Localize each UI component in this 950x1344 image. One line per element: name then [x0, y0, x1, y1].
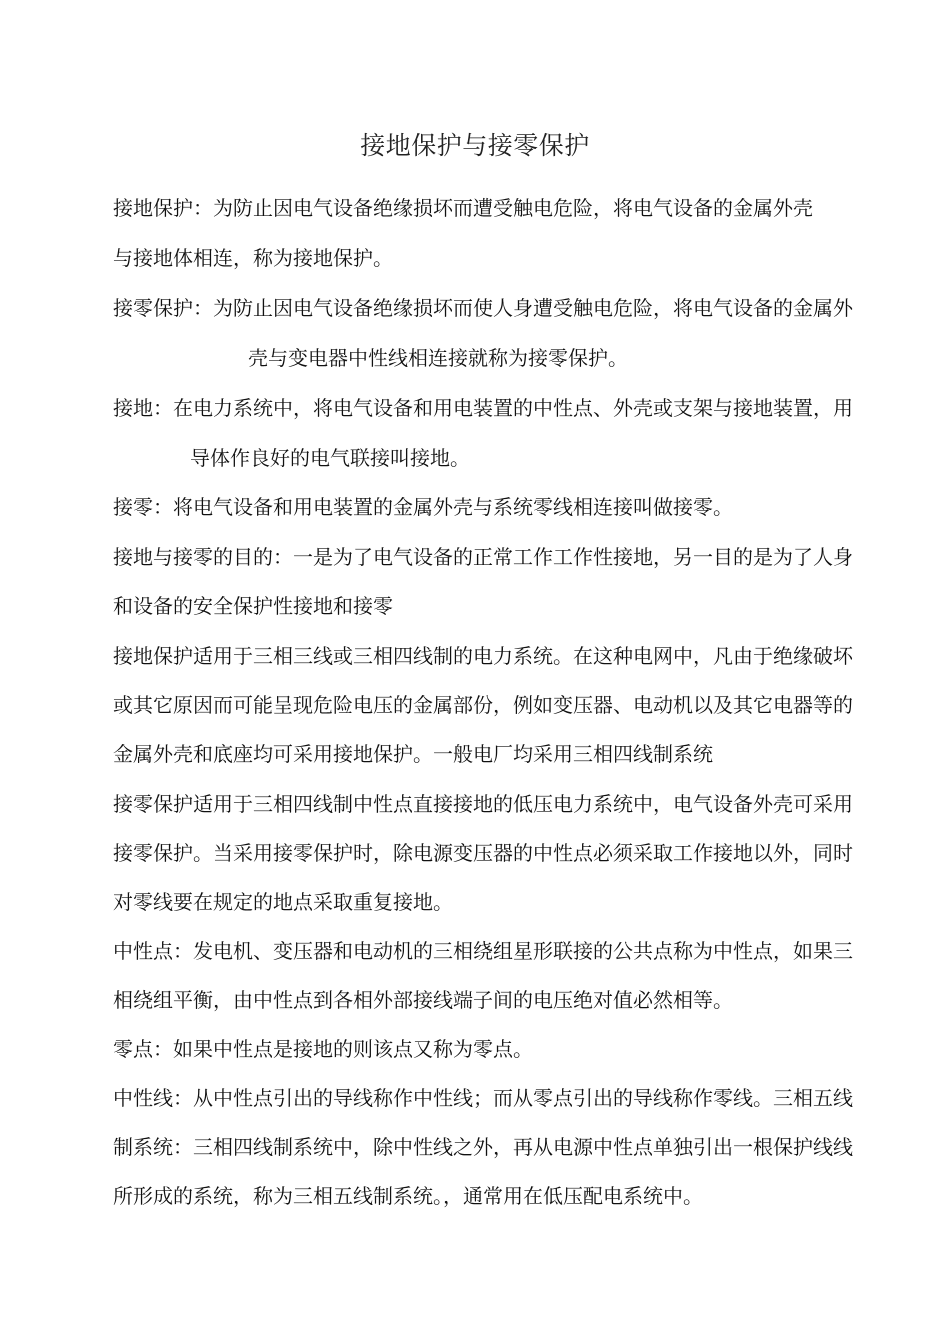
text-line-13: 接零保护适用于三相四线制中性点直接接地的低压电力系统中，电气设备外壳可采用 [113, 792, 853, 816]
text-line-1: 接地保护：为防止因电气设备绝缘损坏而遭受触电危险，将电气设备的金属外壳 [113, 196, 813, 220]
text-line-19: 中性线：从中性点引出的导线称作中性线；而从零点引出的导线称作零线。三相五线 [113, 1086, 853, 1110]
text-line-5: 接地：在电力系统中，将电气设备和用电装置的中性点、外壳或支架与接地装置，用 [113, 396, 853, 420]
text-line-9: 和设备的安全保护性接地和接零 [113, 594, 393, 618]
text-line-18: 零点：如果中性点是接地的则该点又称为零点。 [113, 1037, 533, 1061]
text-line-20: 制系统：三相四线制系统中，除中性线之外，再从电源中性点单独引出一根保护线线 [113, 1135, 853, 1159]
text-line-11: 或其它原因而可能呈现危险电压的金属部份，例如变压器、电动机以及其它电器等的 [113, 693, 853, 717]
text-line-15: 对零线要在规定的地点采取重复接地。 [113, 890, 453, 914]
text-line-8: 接地与接零的目的：一是为了电气设备的正常工作工作性接地，另一目的是为了人身 [113, 545, 853, 569]
text-line-3: 接零保护：为防止因电气设备绝缘损坏而使人身遭受触电危险，将电气设备的金属外 [113, 296, 853, 320]
text-line-7: 接零：将电气设备和用电装置的金属外壳与系统零线相连接叫做接零。 [113, 495, 733, 519]
text-line-14: 接零保护。当采用接零保护时，除电源变压器的中性点必须采取工作接地以外，同时 [113, 841, 853, 865]
text-line-2: 与接地体相连，称为接地保护。 [113, 246, 393, 270]
text-line-16: 中性点：发电机、变压器和电动机的三相绕组星形联接的公共点称为中性点，如果三 [113, 939, 853, 963]
text-line-6: 导体作良好的电气联接叫接地。 [190, 446, 470, 470]
text-line-12: 金属外壳和底座均可采用接地保护。一般电厂均采用三相四线制系统 [113, 742, 713, 766]
text-line-21: 所形成的系统，称为三相五线制系统。，通常用在低压配电系统中。 [113, 1184, 703, 1208]
document-title: 接地保护与接零保护 [360, 131, 590, 160]
text-line-10: 接地保护适用于三相三线或三相四线制的电力系统。在这种电网中，凡由于绝缘破坏 [113, 644, 853, 668]
text-line-4: 壳与变电器中性线相连接就称为接零保护。 [248, 346, 628, 370]
text-line-17: 相绕组平衡，由中性点到各相外部接线端子间的电压绝对值必然相等。 [113, 988, 733, 1012]
